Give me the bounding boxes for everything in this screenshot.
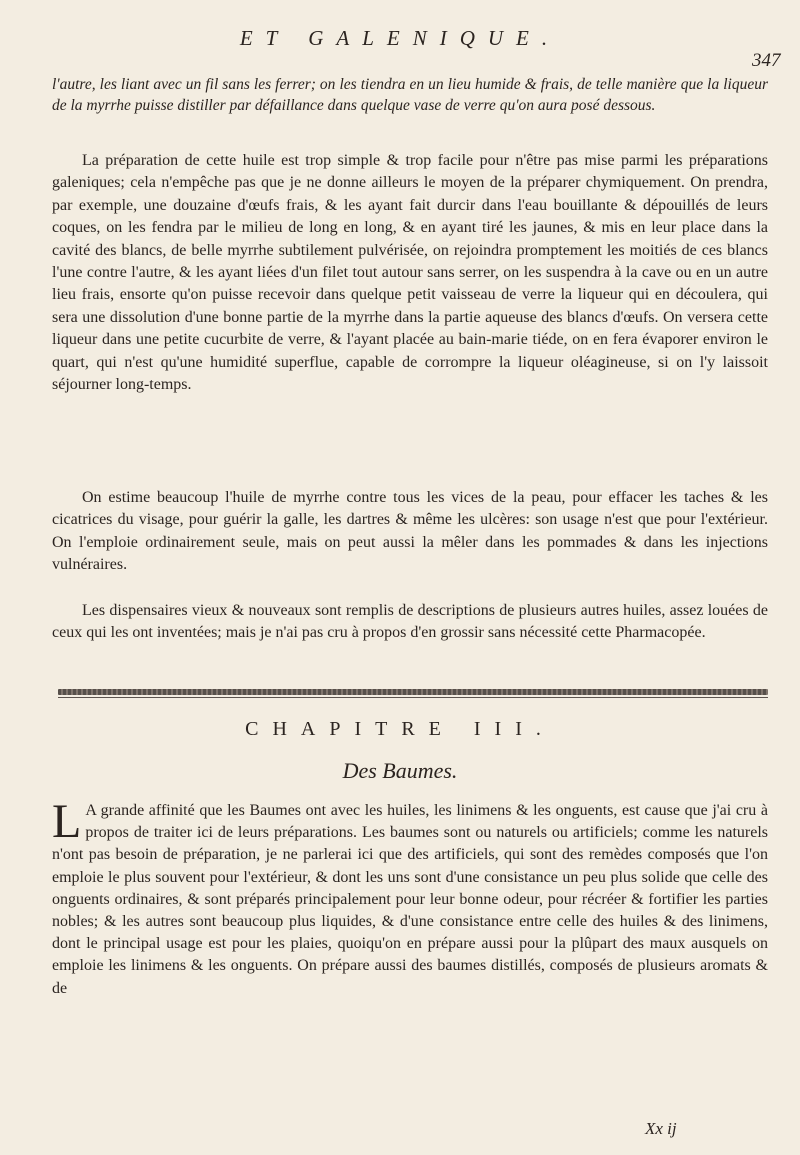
paragraph-3-text: Les dispensaires vieux & nouveaux sont remplis de descriptions de plusieurs autres huiles, assez louées de ceux qui les ont inventées; mais je n'ai pas cru à propos d'en grossir sans nécessité cette Pharmacopée. xyxy=(52,602,768,642)
chapter-title: CHAPITRE III. xyxy=(245,718,555,740)
page-number: 347 xyxy=(752,50,781,71)
chapter-body xyxy=(52,795,768,1000)
signature-mark: Xx ij xyxy=(645,1119,677,1138)
intro-italic-text: l'autre, les liant avec un fil sans les ferrer; on les tiendra en un lieu humide & frais, de telle manière que la liqueur de la myrrhe puisse distiller par défaillance dans quelque vase de verre qu'on aura posé dessous. xyxy=(52,76,768,114)
section-title: Des Baumes. xyxy=(342,758,458,783)
paragraph-1-text: La préparation de cette huile est trop simple & trop facile pour n'être pas mise parmi les préparations galeniques; cela n'empêche pas que je ne donne ailleurs le moyen de la préparer chymiquement. On prendra, par exemple, une douzaine d'œufs frais, & les ayant fait durcir dans l'eau bouillante & dépouillés de leurs coques, on les fendra par le milieu de long en long, & en ayant tiré les jaunes, & mis en leur place dans la cavité des blancs, de belle myrrhe subtilement pulvérisée, on rejoindra promptement les moitiés de ces blancs l'une contre l'autre, & les ayant liées d'un filet tout autour sans serrer, on les suspendra à la cave ou en un autre lieu frais, ensorte qu'on puisse recevoir dans quelque petit vaisseau de verre la liqueur qui en découlera, qui sera une dissolution d'une bonne partie de la myrrhe dans la partie aqueuse des blancs d'œufs. On versera cette liqueur dans une petite cucurbite de verre, & l'ayant placée au bain-marie tiéde, on en fera évaporer environ le quart, qui n'est qu'une humidité superflue, capable de corrompre la liqueur oléagineuse, si on l'y laissoit séjourner long-temps. xyxy=(52,152,768,394)
ornamental-rule xyxy=(58,689,768,695)
chapter-body-text: A grande affinité que les Baumes ont avec les huiles, les linimens & les onguents, est cause que j'ai cru à propos de traiter ici de leurs préparations. Les baumes sont ou naturels ou artificiels; comme les naturels n'ont pas besoin de préparation, je ne parlerai ici que des artificiels, qui sont des remèdes composés que l'on emploie le plus souvent pour l'extérieur, & dont les uns sont d'une consistance un peu plus solide que celle des onguents ordinaires, & sont préparés principalement pour leur bonne odeur, pour récréer & fortifier les parties nobles; & les autres sont beaucoup plus liquides, & d'une consistance entre celle des huiles & des linimens, dont le principal usage est pour les plaies, quoiqu'on en prépare aussi pour la plûpart des maux ausquels on emploie les linimens & les onguents. On prépare aussi des baumes distillés, composés de plusieurs aromats & de xyxy=(52,802,768,997)
paragraph-3 xyxy=(52,600,768,645)
paragraph-2 xyxy=(52,487,768,577)
paragraph-2-text: On estime beaucoup l'huile de myrrhe contre tous les vices de la peau, pour effacer les taches & les cicatrices du visage, pour guérir la galle, les dartres & même les ulcères: son usage n'est que pour l'extérieur. On l'emploie ordinairement seule, mais on peut aussi la mêler dans les pommades & dans les injections vulnéraires. xyxy=(52,489,768,574)
drop-cap-letter: L xyxy=(52,795,82,848)
divider-line xyxy=(58,697,768,698)
paragraph-1 xyxy=(52,150,768,396)
running-header: ET GALENIQUE. xyxy=(239,26,561,50)
